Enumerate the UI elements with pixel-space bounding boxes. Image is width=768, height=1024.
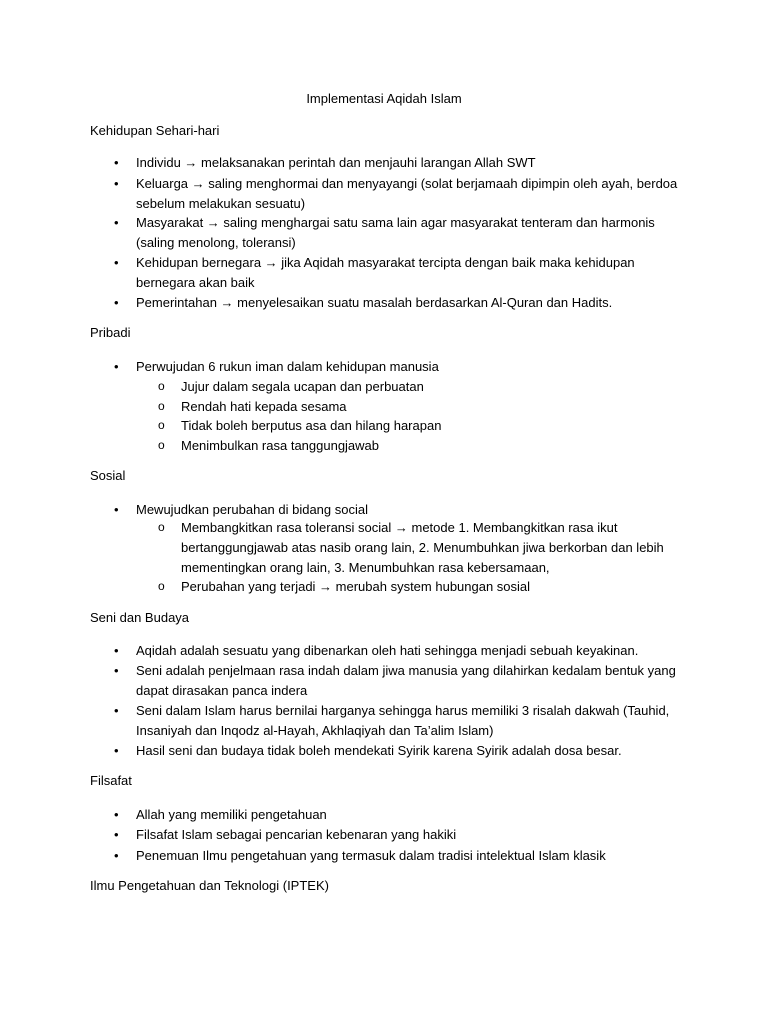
sub-list-item: o Membangkitkan rasa toleransi social → metode 1. Membangkitkan rasa ikut bertanggungjawab atas nasib orang lain, 2. Menumbuhkan jiwa berkorban dan lebih mementingkan orang lain, 3. Menumbuhkan rasa kebersamaan, [181,518,696,578]
list-item: • Filsafat Islam sebagai pencarian kebenaran yang hakiki [136,825,696,845]
document-title: Implementasi Aqidah Islam [306,91,462,106]
section-heading-seni-budaya: Seni dan Budaya [90,610,190,625]
list-item: • Seni dalam Islam harus bernilai harganya sehingga harus memiliki 3 risalah dakwah (Tauhid, Insaniyah dan Inqodz al-Hayah, Akhlaqiyah dan Ta’alim Islam) [136,701,696,741]
list-item: • Hasil seni dan budaya tidak boleh mendekati Syirik karena Syirik adalah dosa besar. [136,741,696,761]
list-item: • Allah yang memiliki pengetahuan [136,805,696,825]
list-item: • Penemuan Ilmu pengetahuan yang termasuk dalam tradisi intelektual Islam klasik [136,846,696,866]
list-item: • Pemerintahan → menyelesaikan suatu masalah berdasarkan Al-Quran dan Hadits. [136,293,696,313]
sub-list-item: o Menimbulkan rasa tanggungjawab [181,436,696,456]
sub-list-item: o Tidak boleh berputus asa dan hilang harapan [181,416,696,436]
section-heading-sosial: Sosial [90,468,126,483]
list-item: • Mewujudkan perubahan di bidang social [136,500,696,520]
sub-list-item: o Perubahan yang terjadi → merubah system hubungan sosial [181,577,696,597]
list-item: • Perwujudan 6 rukun iman dalam kehidupan manusia [136,357,696,377]
sub-list-item: o Rendah hati kepada sesama [181,397,696,417]
list-item: • Aqidah adalah sesuatu yang dibenarkan oleh hati sehingga menjadi sebuah keyakinan. [136,641,696,661]
list-item: • Masyarakat → saling menghargai satu sama lain agar masyarakat tenteram dan harmonis (saling menolong, toleransi) [136,213,696,253]
sub-list-item: o Jujur dalam segala ucapan dan perbuatan [181,377,696,397]
list-item: • Individu → melaksanakan perintah dan menjauhi larangan Allah SWT [136,153,696,173]
section-heading-pribadi: Pribadi [90,325,131,340]
section-heading-iptek: Ilmu Pengetahuan dan Teknologi (IPTEK) [90,878,329,893]
list-item: • Kehidupan bernegara → jika Aqidah masyarakat tercipta dengan baik maka kehidupan bernegara akan baik [136,253,696,293]
section-heading-kehidupan: Kehidupan Sehari-hari [90,123,220,138]
section-heading-filsafat: Filsafat [90,773,132,788]
list-item: • Seni adalah penjelmaan rasa indah dalam jiwa manusia yang dilahirkan kedalam bentuk yang dapat dirasakan panca indera [136,661,696,701]
list-item: • Keluarga → saling menghormai dan menyayangi (solat berjamaah dipimpin oleh ayah, berdoa sebelum melakukan sesuatu) [136,174,696,214]
